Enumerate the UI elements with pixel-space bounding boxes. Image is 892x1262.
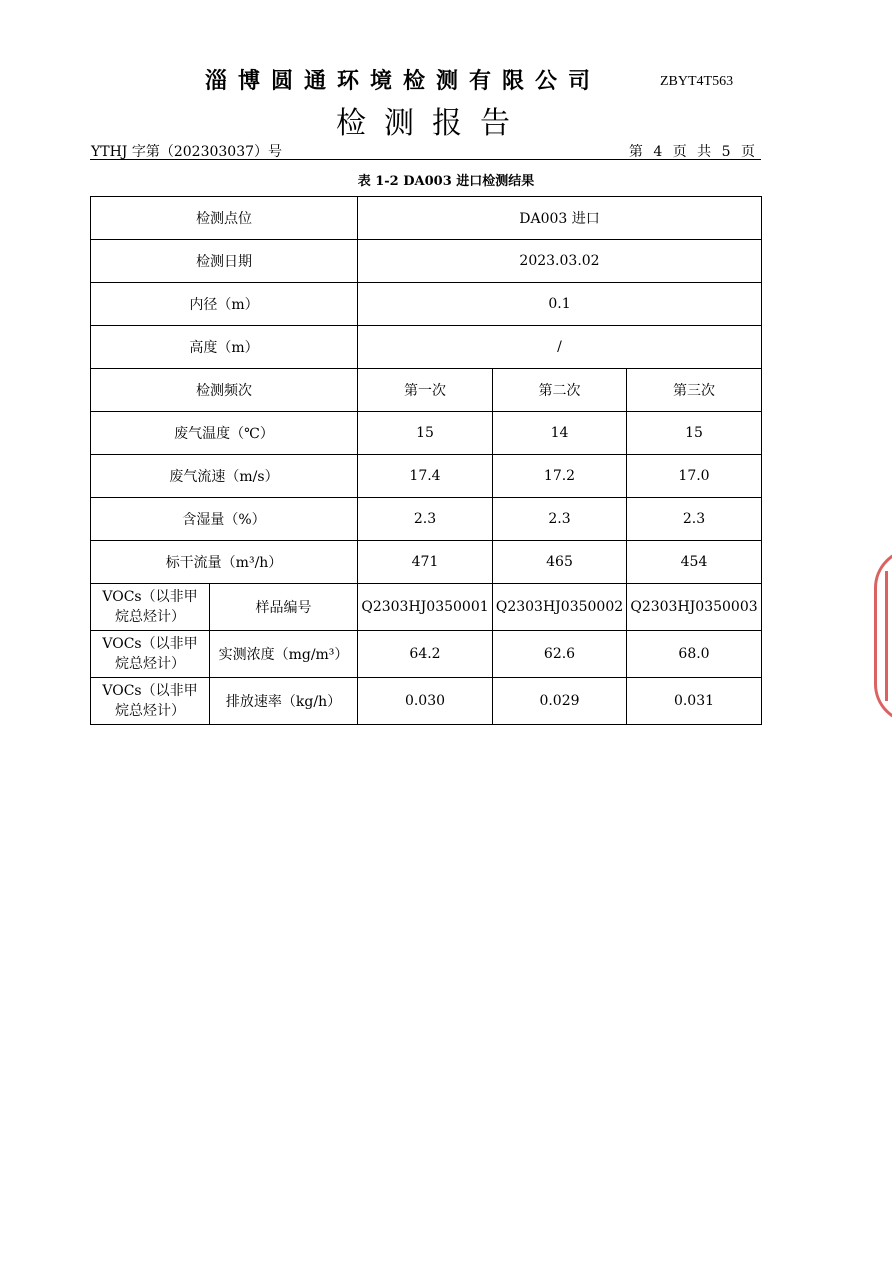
frequency-1: 第一次 — [358, 369, 493, 412]
cell-value: 0.030 — [358, 678, 493, 725]
table-row — [91, 541, 762, 584]
page-number: 第 4 页 共 5 页 — [628, 144, 758, 160]
vocs-label-line1: VOCs（以非甲 — [102, 589, 198, 605]
vocs-label — [91, 584, 210, 631]
company-name: 淄博圆通环境检测有限公司 — [205, 68, 602, 94]
cell-value: 17.0 — [627, 455, 762, 498]
cell-value: 454 — [627, 541, 762, 584]
table-row — [91, 283, 762, 326]
vocs-label-line2: 烷总烃计） — [115, 609, 185, 625]
cell-value: 64.2 — [358, 631, 493, 678]
vocs-label-line1: VOCs（以非甲 — [102, 683, 198, 699]
date-value: 2023.03.02 — [358, 240, 762, 283]
vocs-label-line1: VOCs（以非甲 — [102, 636, 198, 652]
report-code: ZBYT4T563 — [660, 74, 734, 89]
cell-value: 2.3 — [358, 498, 493, 541]
cell-value: 62.6 — [493, 631, 627, 678]
cell-value: 15 — [358, 412, 493, 455]
vocs-label — [91, 631, 210, 678]
height-value: / — [358, 326, 762, 369]
cell-value: 2.3 — [627, 498, 762, 541]
cell-value: 465 — [493, 541, 627, 584]
row-label: 样品编号 — [210, 584, 358, 631]
diameter-value: 0.1 — [358, 283, 762, 326]
frequency-label: 检测频次 — [91, 369, 358, 412]
row-label: 实测浓度（mg/m³） — [210, 631, 358, 678]
frequency-3: 第三次 — [627, 369, 762, 412]
point-value: DA003 进口 — [358, 197, 762, 240]
vocs-label-line2: 烷总烃计） — [115, 656, 185, 672]
table-row — [91, 412, 762, 455]
row-label: 废气温度（℃） — [91, 412, 358, 455]
cell-value: 17.2 — [493, 455, 627, 498]
cell-value: Q2303HJ0350003 — [627, 584, 762, 631]
cell-value: 2.3 — [493, 498, 627, 541]
diameter-label: 内径（m） — [91, 283, 358, 326]
results-table — [90, 196, 762, 725]
cell-value: Q2303HJ0350002 — [493, 584, 627, 631]
point-label: 检测点位 — [91, 197, 358, 240]
row-label: 标干流量（m³/h） — [91, 541, 358, 584]
stamp-mark — [885, 571, 892, 701]
frequency-2: 第二次 — [493, 369, 627, 412]
date-label: 检测日期 — [91, 240, 358, 283]
row-label: 含湿量（%） — [91, 498, 358, 541]
cell-value: 17.4 — [358, 455, 493, 498]
table-row — [91, 678, 762, 725]
row-label: 排放速率（kg/h） — [210, 678, 358, 725]
cell-value: 471 — [358, 541, 493, 584]
report-reference-number: YTHJ 字第（202303037）号 — [91, 144, 283, 160]
table-row — [91, 455, 762, 498]
red-seal-stamp — [874, 548, 892, 724]
cell-value: 14 — [493, 412, 627, 455]
table-row — [91, 197, 762, 240]
table-row — [91, 584, 762, 631]
vocs-label — [91, 678, 210, 725]
cell-value: 15 — [627, 412, 762, 455]
table-row — [91, 631, 762, 678]
cell-value: Q2303HJ0350001 — [358, 584, 493, 631]
height-label: 高度（m） — [91, 326, 358, 369]
table-row — [91, 240, 762, 283]
header-divider — [90, 159, 761, 160]
row-label: 废气流速（m/s） — [91, 455, 358, 498]
vocs-label-line2: 烷总烃计） — [115, 703, 185, 719]
table-caption: 表 1-2 DA003 进口检测结果 — [357, 174, 535, 189]
table-row — [91, 326, 762, 369]
cell-value: 68.0 — [627, 631, 762, 678]
cell-value: 0.031 — [627, 678, 762, 725]
table-row — [91, 498, 762, 541]
table-row — [91, 369, 762, 412]
report-title: 检测报告 — [336, 106, 528, 141]
cell-value: 0.029 — [493, 678, 627, 725]
